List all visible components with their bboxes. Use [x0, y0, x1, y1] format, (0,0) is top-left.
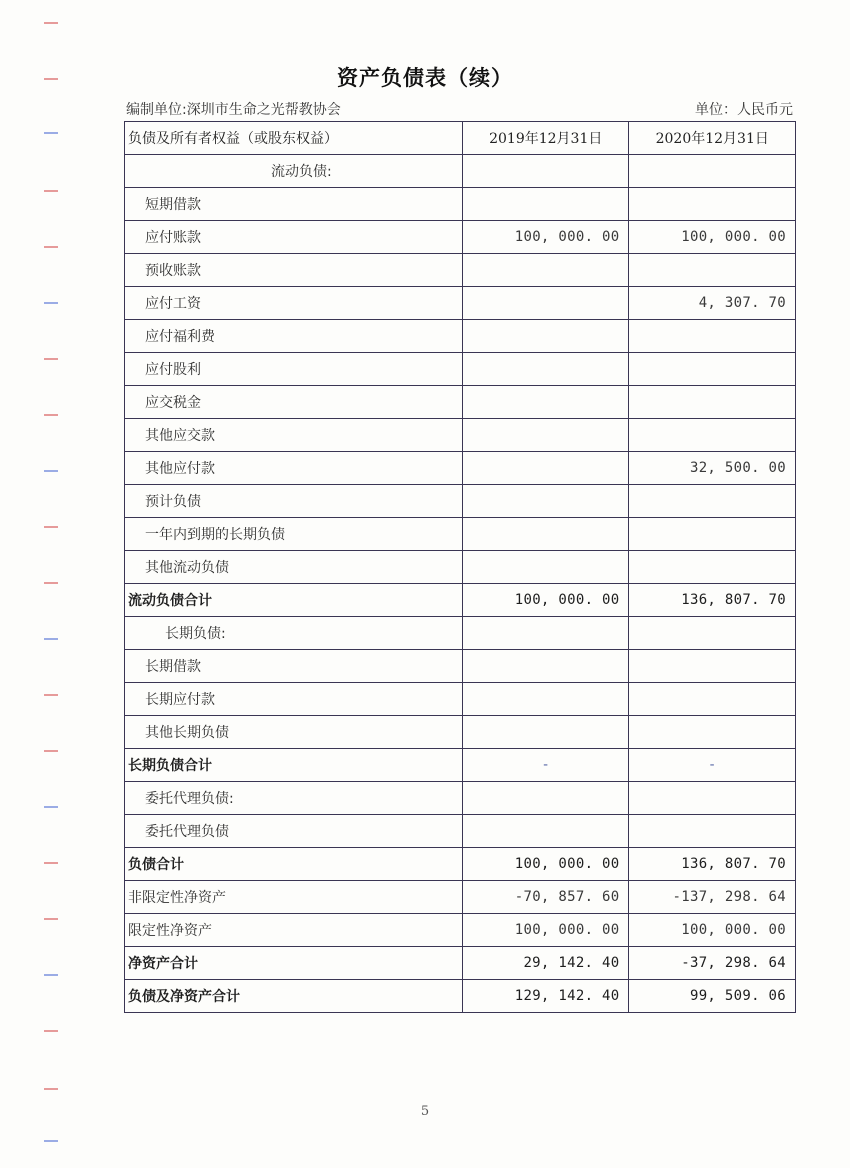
row-label: 一年内到期的长期负债	[125, 518, 463, 551]
table-row	[125, 485, 796, 518]
margin-tick	[44, 974, 58, 976]
table-header-row	[125, 122, 796, 155]
margin-tick	[44, 190, 58, 192]
row-label: 非限定性净资产	[125, 881, 463, 914]
table-row	[125, 386, 796, 419]
value-2020: 100, 000. 00	[629, 914, 796, 947]
value-2019	[463, 419, 629, 452]
row-label: 应付工资	[125, 287, 463, 320]
margin-tick	[44, 638, 58, 640]
table-row	[125, 221, 796, 254]
value-2019	[463, 485, 629, 518]
value-2020	[629, 650, 796, 683]
value-2020: -137, 298. 64	[629, 881, 796, 914]
value-2019: -70, 857. 60	[463, 881, 629, 914]
value-2020: 100, 000. 00	[629, 221, 796, 254]
document-title: 资产负债表（续）	[337, 66, 513, 90]
row-label: 其他应交款	[125, 419, 463, 452]
header-item: 负债及所有者权益（或股东权益）	[125, 122, 463, 155]
margin-tick	[44, 1140, 58, 1142]
page-number: 5	[420, 1104, 430, 1119]
value-2019	[463, 320, 629, 353]
margin-tick	[44, 1088, 58, 1090]
value-2020	[629, 782, 796, 815]
table-row	[125, 320, 796, 353]
margin-tick	[44, 470, 58, 472]
margin-tick	[44, 582, 58, 584]
row-label: 流动负债:	[125, 155, 463, 188]
value-2020	[629, 155, 796, 188]
row-label: 委托代理负债:	[125, 782, 463, 815]
row-label: 短期借款	[125, 188, 463, 221]
organization-label: 编制单位:深圳市生命之光帮教协会	[126, 102, 341, 118]
margin-tick	[44, 414, 58, 416]
balance-sheet-table	[124, 121, 796, 1013]
row-label: 其他长期负债	[125, 716, 463, 749]
value-2019	[463, 551, 629, 584]
margin-tick	[44, 918, 58, 920]
value-2020	[629, 716, 796, 749]
row-label: 委托代理负债	[125, 815, 463, 848]
row-label: 应付福利费	[125, 320, 463, 353]
table-row	[125, 848, 796, 881]
value-2019: 100, 000. 00	[463, 584, 629, 617]
value-2020	[629, 320, 796, 353]
table-row	[125, 914, 796, 947]
margin-tick	[44, 750, 58, 752]
value-2020: -37, 298. 64	[629, 947, 796, 980]
table-row	[125, 881, 796, 914]
value-2020	[629, 419, 796, 452]
currency-unit-label: 单位：人民币元	[695, 102, 793, 118]
table-row	[125, 155, 796, 188]
table-row	[125, 716, 796, 749]
margin-tick	[44, 694, 58, 696]
table-row	[125, 518, 796, 551]
value-2020	[629, 188, 796, 221]
value-2020	[629, 551, 796, 584]
value-2019	[463, 452, 629, 485]
table-row	[125, 254, 796, 287]
value-2020	[629, 485, 796, 518]
row-label: 其他应付款	[125, 452, 463, 485]
value-2020: 32, 500. 00	[629, 452, 796, 485]
value-2019: -	[463, 749, 629, 782]
header-2019: 2019年12月31日	[463, 122, 629, 155]
row-label: 其他流动负债	[125, 551, 463, 584]
value-2019: 100, 000. 00	[463, 848, 629, 881]
row-label: 预收账款	[125, 254, 463, 287]
margin-tick	[44, 358, 58, 360]
table-row	[125, 452, 796, 485]
table-row	[125, 617, 796, 650]
value-2019: 129, 142. 40	[463, 980, 629, 1013]
value-2020: -	[629, 749, 796, 782]
row-label: 预计负债	[125, 485, 463, 518]
value-2020	[629, 353, 796, 386]
value-2019	[463, 782, 629, 815]
margin-tick	[44, 132, 58, 134]
row-label: 限定性净资产	[125, 914, 463, 947]
value-2019	[463, 386, 629, 419]
table-row	[125, 584, 796, 617]
margin-tick	[44, 806, 58, 808]
value-2019: 100, 000. 00	[463, 221, 629, 254]
value-2020: 99, 509. 06	[629, 980, 796, 1013]
value-2020	[629, 254, 796, 287]
value-2019	[463, 683, 629, 716]
table-row	[125, 188, 796, 221]
table-row	[125, 947, 796, 980]
table-row	[125, 650, 796, 683]
value-2019	[463, 815, 629, 848]
table-row	[125, 980, 796, 1013]
value-2020	[629, 815, 796, 848]
row-label: 应付账款	[125, 221, 463, 254]
margin-tick	[44, 526, 58, 528]
row-label: 应交税金	[125, 386, 463, 419]
value-2020	[629, 617, 796, 650]
value-2019	[463, 716, 629, 749]
table-row	[125, 551, 796, 584]
value-2019: 29, 142. 40	[463, 947, 629, 980]
row-label: 长期应付款	[125, 683, 463, 716]
value-2019	[463, 353, 629, 386]
row-label: 负债及净资产合计	[125, 980, 463, 1013]
value-2020: 136, 807. 70	[629, 584, 796, 617]
value-2020: 136, 807. 70	[629, 848, 796, 881]
table-row	[125, 815, 796, 848]
table-row	[125, 782, 796, 815]
table-row	[125, 683, 796, 716]
row-label: 应付股利	[125, 353, 463, 386]
margin-tick	[44, 1030, 58, 1032]
header-2020: 2020年12月31日	[629, 122, 796, 155]
row-label: 长期负债合计	[125, 749, 463, 782]
value-2019	[463, 518, 629, 551]
margin-tick	[44, 862, 58, 864]
value-2019	[463, 155, 629, 188]
margin-tick	[44, 22, 58, 24]
value-2019	[463, 254, 629, 287]
value-2019: 100, 000. 00	[463, 914, 629, 947]
margin-tick	[44, 302, 58, 304]
margin-tick	[44, 246, 58, 248]
value-2019	[463, 188, 629, 221]
table-row	[125, 353, 796, 386]
table-row	[125, 749, 796, 782]
value-2019	[463, 287, 629, 320]
row-label: 负债合计	[125, 848, 463, 881]
value-2019	[463, 617, 629, 650]
row-label: 长期负债:	[125, 617, 463, 650]
value-2020	[629, 518, 796, 551]
value-2020	[629, 683, 796, 716]
row-label: 流动负债合计	[125, 584, 463, 617]
row-label: 长期借款	[125, 650, 463, 683]
table-row	[125, 287, 796, 320]
table-row	[125, 419, 796, 452]
value-2020	[629, 386, 796, 419]
row-label: 净资产合计	[125, 947, 463, 980]
value-2019	[463, 650, 629, 683]
binder-margin-ticks	[44, 0, 60, 1168]
value-2020: 4, 307. 70	[629, 287, 796, 320]
